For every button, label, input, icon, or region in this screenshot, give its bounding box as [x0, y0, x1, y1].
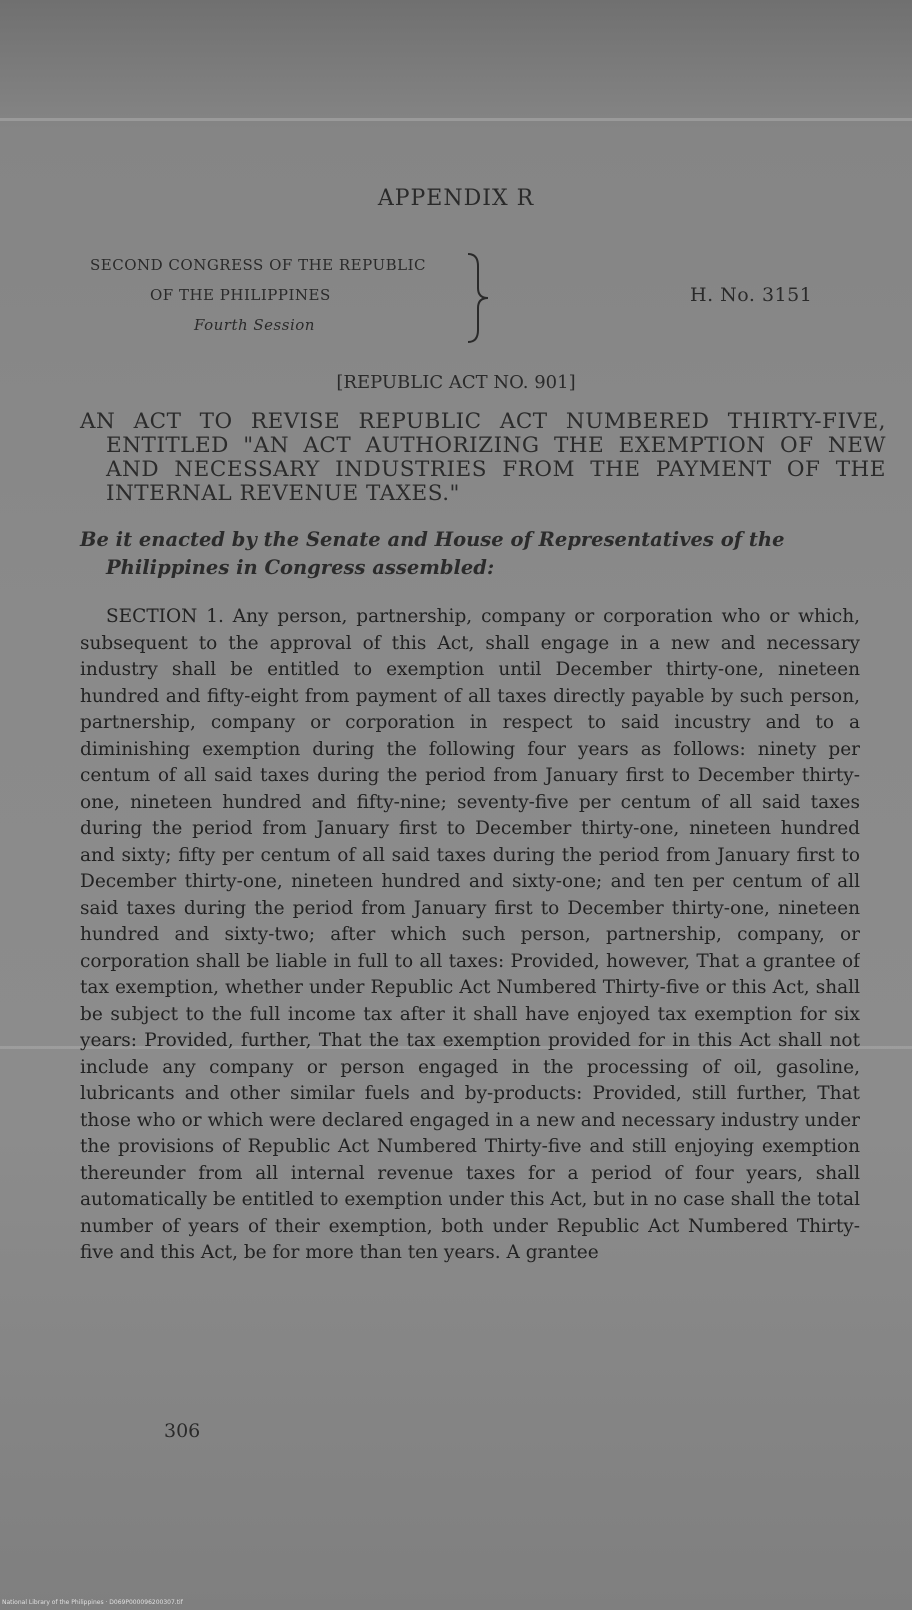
bill-number: H. No. 3151: [690, 284, 813, 306]
congress-block: [90, 250, 480, 340]
right-brace-icon: [466, 252, 496, 344]
congress-line-2: OF THE PHILIPPINES: [150, 286, 331, 304]
footer-credit: National Library of the Philippines · D069P000096200307.tif: [2, 1599, 183, 1606]
page-number: 306: [164, 1420, 201, 1442]
section-text: Any person, partnership, company or corporation who or which, subsequent to the approval of this Act, shall engage in a new and necessary industry shall be entitled to exemption until December thirty-one, nineteen hundred and fifty-eight from payment of all taxes directly payable by such person, partnership, company or corporation in respect to said incustry and to a diminishing exemption during the following four years as follows: ninety per centum of all said taxes during the period from January first to December thirty-one, nineteen hundred and fifty-nine; seventy-five per centum of all said taxes during the period from January first to December thirty-one, nineteen hundred and sixty; fifty per centum of all said taxes during the period from January first to December thirty-one, nineteen hundred and sixty-one; and ten per centum of all said taxes during the period from January first to December thirty-one, nineteen hundred and sixty-two; after which such person, partnership, company, or corporation shall be liable in full to all taxes: Provided, however, That a grantee of tax exemption, whether under Republic Act Numbered Thirty-five or this Act, shall be subject to the full income tax after it shall have enjoyed tax exemption for six years: Provided, further, That the tax exemption provided for in this Act shall not include any company or person engaged in the processing of oil, gasoline, lubricants and other similar fuels and by-products: Provided, still further, That those who or which were declared engaged in a new and necessary industry under the provisions of Republic Act Numbered Thirty-five and still enjoying exemption thereunder from all internal revenue taxes for a period of four years, shall automatically be entitled to exemption under this Act, but in no case shall the total number of years of their exemption, both under Republic Act Numbered Thirty-five and this Act, be for more than ten years. A grantee: [80, 606, 860, 1263]
republic-act-heading: [REPUBLIC ACT NO. 901]: [336, 372, 576, 393]
session-line: Fourth Session: [194, 316, 315, 334]
congress-line-1: SECOND CONGRESS OF THE REPUBLIC: [90, 256, 426, 274]
scan-band-top: [0, 118, 912, 121]
appendix-heading: APPENDIX R: [377, 186, 535, 211]
act-title: AN ACT TO REVISE REPUBLIC ACT NUMBERED THIRTY-FIVE, ENTITLED "AN ACT AUTHORIZING THE EXEMPTION OF NEW AND NECESSARY INDUSTRIES FROM THE PAYMENT OF THE INTERNAL REVENUE TAXES.": [80, 409, 886, 506]
enacting-clause: Be it enacted by the Senate and House of Representatives of the Philippines in Congress assembled:: [80, 528, 785, 579]
section-label: SECTION 1.: [106, 606, 224, 627]
section-1-paragraph: [80, 604, 860, 1404]
